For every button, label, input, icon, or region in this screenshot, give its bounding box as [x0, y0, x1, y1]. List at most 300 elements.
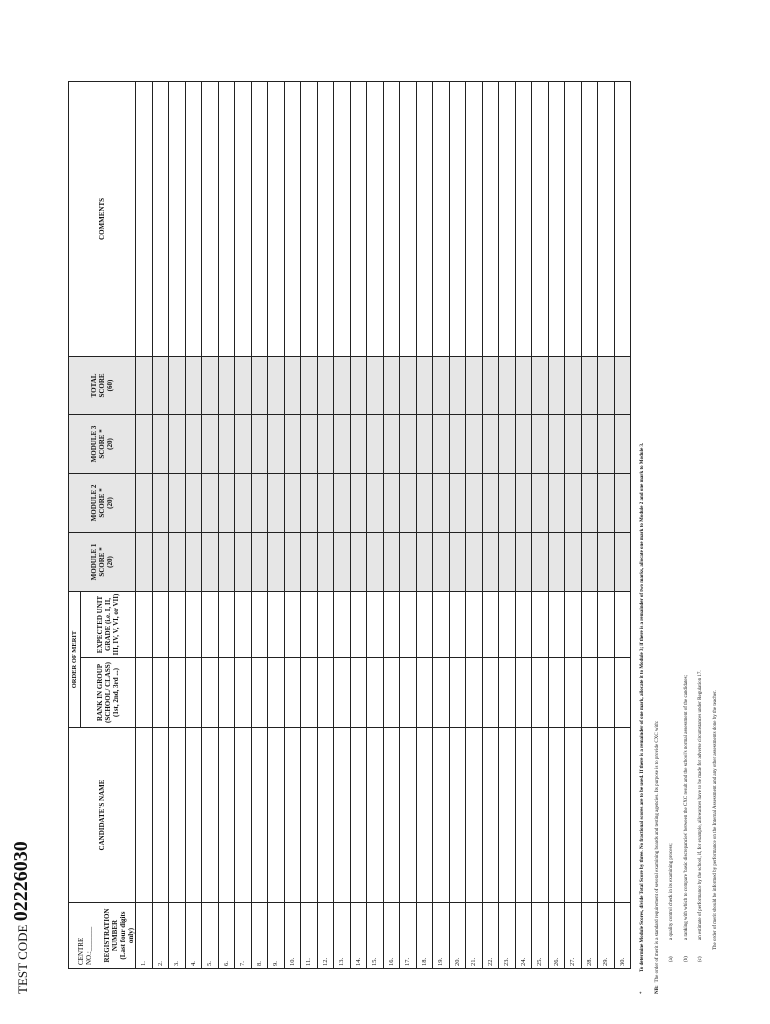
name-cell[interactable]	[499, 728, 516, 903]
module3-cell[interactable]	[548, 414, 565, 473]
module1-cell[interactable]	[202, 532, 219, 591]
name-cell[interactable]	[185, 728, 202, 903]
module3-cell[interactable]	[383, 414, 400, 473]
module1-cell[interactable]	[317, 532, 334, 591]
name-cell[interactable]	[614, 728, 631, 903]
module1-cell[interactable]	[614, 532, 631, 591]
expected-grade-cell[interactable]	[136, 591, 153, 657]
expected-grade-cell[interactable]	[268, 591, 285, 657]
module3-cell[interactable]	[449, 414, 466, 473]
expected-grade-header: EXPECTED UNIT GRADE (i.e. I, II, III, IV, V, VI, or VII)	[81, 591, 136, 657]
expected-grade-cell[interactable]	[317, 591, 334, 657]
total-cell[interactable]	[218, 356, 235, 414]
module3-cell[interactable]	[334, 414, 351, 473]
table-row	[251, 81, 268, 968]
module2-header: MODULE 2 SCORE * (20)	[69, 473, 136, 532]
footnote: *To determine Module Scores, divide Total Score by three. No fractional scores are to be used. If there is a remainder of one mark, allocate it to Module 3; if there is a remainder of two marks, allocate one mark to Module 2 and one mark to Module 3.	[640, 442, 645, 994]
name-cell[interactable]	[548, 728, 565, 903]
module3-cell[interactable]	[317, 414, 334, 473]
module3-cell[interactable]	[136, 414, 153, 473]
expected-grade-cell[interactable]	[301, 591, 318, 657]
module1-cell[interactable]	[400, 532, 417, 591]
row-number: 27.	[565, 903, 582, 969]
module3-cell[interactable]	[598, 414, 615, 473]
name-cell[interactable]	[152, 728, 169, 903]
total-cell[interactable]	[136, 356, 153, 414]
name-cell[interactable]	[565, 728, 582, 903]
module1-cell[interactable]	[499, 532, 516, 591]
expected-grade-cell[interactable]	[466, 591, 483, 657]
expected-grade-cell[interactable]	[614, 591, 631, 657]
module1-cell[interactable]	[416, 532, 433, 591]
table-row	[515, 81, 532, 968]
row-number: 25.	[532, 903, 549, 969]
total-cell[interactable]	[169, 356, 186, 414]
expected-grade-cell[interactable]	[499, 591, 516, 657]
expected-grade-cell[interactable]	[515, 591, 532, 657]
total-cell[interactable]	[466, 356, 483, 414]
module1-cell[interactable]	[185, 532, 202, 591]
module3-header: MODULE 3 SCORE * (20)	[69, 414, 136, 473]
rank-cell[interactable]	[218, 658, 235, 728]
rank-cell[interactable]	[614, 658, 631, 728]
total-cell[interactable]	[614, 356, 631, 414]
module2-cell[interactable]	[532, 473, 549, 532]
module2-cell[interactable]	[598, 473, 615, 532]
module1-cell[interactable]	[565, 532, 582, 591]
module3-cell[interactable]	[400, 414, 417, 473]
module2-cell[interactable]	[449, 473, 466, 532]
row-number: 1.	[136, 903, 153, 969]
comments-cell[interactable]	[169, 81, 186, 356]
expected-grade-cell[interactable]	[235, 591, 252, 657]
comments-cell[interactable]	[532, 81, 549, 356]
table-row	[433, 81, 450, 968]
module3-cell[interactable]	[268, 414, 285, 473]
total-cell[interactable]	[235, 356, 252, 414]
expected-grade-cell[interactable]	[251, 591, 268, 657]
expected-grade-cell[interactable]	[400, 591, 417, 657]
module3-cell[interactable]	[367, 414, 384, 473]
nb-item-b: (b)a ranking with which to compare 'basic discrepancies' between the CXC result and the school's normal assessment of the candidates;	[683, 675, 689, 962]
rank-cell[interactable]	[284, 658, 301, 728]
name-cell[interactable]	[136, 728, 153, 903]
module2-cell[interactable]	[499, 473, 516, 532]
module1-cell[interactable]	[235, 532, 252, 591]
total-cell[interactable]	[581, 356, 598, 414]
total-cell[interactable]	[350, 356, 367, 414]
rank-cell[interactable]	[532, 658, 549, 728]
name-cell[interactable]	[367, 728, 384, 903]
comments-cell[interactable]	[136, 81, 153, 356]
expected-grade-cell[interactable]	[218, 591, 235, 657]
total-cell[interactable]	[565, 356, 582, 414]
name-cell[interactable]	[251, 728, 268, 903]
name-cell[interactable]	[268, 728, 285, 903]
module1-cell[interactable]	[301, 532, 318, 591]
table-row	[185, 81, 202, 968]
expected-grade-cell[interactable]	[532, 591, 549, 657]
name-cell[interactable]	[449, 728, 466, 903]
table-row	[152, 81, 169, 968]
module1-cell[interactable]	[334, 532, 351, 591]
row-number: 16.	[383, 903, 400, 969]
comments-cell[interactable]	[449, 81, 466, 356]
module1-cell[interactable]	[218, 532, 235, 591]
module2-cell[interactable]	[581, 473, 598, 532]
rank-cell[interactable]	[367, 658, 384, 728]
name-cell[interactable]	[466, 728, 483, 903]
rank-cell[interactable]	[598, 658, 615, 728]
module1-cell[interactable]	[251, 532, 268, 591]
module2-cell[interactable]	[383, 473, 400, 532]
module3-cell[interactable]	[515, 414, 532, 473]
comments-cell[interactable]	[185, 81, 202, 356]
module3-cell[interactable]	[152, 414, 169, 473]
module3-cell[interactable]	[482, 414, 499, 473]
comments-cell[interactable]	[598, 81, 615, 356]
comments-cell[interactable]	[482, 81, 499, 356]
expected-grade-cell[interactable]	[565, 591, 582, 657]
total-cell[interactable]	[268, 356, 285, 414]
total-cell[interactable]	[482, 356, 499, 414]
total-cell[interactable]	[367, 356, 384, 414]
table-row	[565, 81, 582, 968]
rank-cell[interactable]	[350, 658, 367, 728]
name-cell[interactable]	[169, 728, 186, 903]
comments-cell[interactable]	[152, 81, 169, 356]
expected-grade-cell[interactable]	[482, 591, 499, 657]
name-cell[interactable]	[532, 728, 549, 903]
rank-cell[interactable]	[449, 658, 466, 728]
expected-grade-cell[interactable]	[169, 591, 186, 657]
comments-cell[interactable]	[251, 81, 268, 356]
comments-cell[interactable]	[499, 81, 516, 356]
footnote-text: To determine Module Scores, divide Total Score by three. No fractional scores are to be used. If there is a remainder of one mark, allocate it to Module 3; if there is a remainder of two marks, allocate one mark to Module 2 and one mark to Module 3.	[640, 442, 645, 972]
expected-grade-cell[interactable]	[581, 591, 598, 657]
expected-grade-cell[interactable]	[383, 591, 400, 657]
name-cell[interactable]	[515, 728, 532, 903]
row-number: 12.	[317, 903, 334, 969]
module2-cell[interactable]	[334, 473, 351, 532]
name-cell[interactable]	[400, 728, 417, 903]
row-number: 21.	[466, 903, 483, 969]
module1-cell[interactable]	[268, 532, 285, 591]
name-cell[interactable]	[334, 728, 351, 903]
comments-cell[interactable]	[268, 81, 285, 356]
rank-cell[interactable]	[499, 658, 516, 728]
comments-cell[interactable]	[614, 81, 631, 356]
module2-cell[interactable]	[284, 473, 301, 532]
comments-cell[interactable]	[317, 81, 334, 356]
module3-cell[interactable]	[202, 414, 219, 473]
module2-cell[interactable]	[548, 473, 565, 532]
comments-cell[interactable]	[367, 81, 384, 356]
total-cell[interactable]	[301, 356, 318, 414]
expected-grade-cell[interactable]	[433, 591, 450, 657]
row-number: 17.	[400, 903, 417, 969]
module1-cell[interactable]	[581, 532, 598, 591]
module2-cell[interactable]	[466, 473, 483, 532]
module2-cell[interactable]	[268, 473, 285, 532]
row-number: 3.	[169, 903, 186, 969]
table-row	[499, 81, 516, 968]
order-of-merit-header: ORDER OF MERIT	[69, 591, 81, 727]
module2-cell[interactable]	[416, 473, 433, 532]
rank-cell[interactable]	[152, 658, 169, 728]
module2-cell[interactable]	[218, 473, 235, 532]
table-row	[482, 81, 499, 968]
test-code-label: TEST CODE	[15, 924, 30, 994]
module3-cell[interactable]	[433, 414, 450, 473]
module3-cell[interactable]	[251, 414, 268, 473]
table-row	[532, 81, 549, 968]
table-row	[202, 81, 219, 968]
rank-cell[interactable]	[317, 658, 334, 728]
module3-cell[interactable]	[301, 414, 318, 473]
total-cell[interactable]	[598, 356, 615, 414]
expected-grade-cell[interactable]	[367, 591, 384, 657]
total-cell[interactable]	[202, 356, 219, 414]
module3-cell[interactable]	[350, 414, 367, 473]
module1-header: MODULE 1 SCORE * (20)	[69, 532, 136, 591]
module2-cell[interactable]	[317, 473, 334, 532]
module1-cell[interactable]	[367, 532, 384, 591]
comments-cell[interactable]	[416, 81, 433, 356]
row-number: 2.	[152, 903, 169, 969]
table-row	[598, 81, 615, 968]
table-row	[235, 81, 252, 968]
row-number: 30.	[614, 903, 631, 969]
expected-grade-cell[interactable]	[350, 591, 367, 657]
row-number: 20.	[449, 903, 466, 969]
module1-cell[interactable]	[598, 532, 615, 591]
total-cell[interactable]	[251, 356, 268, 414]
module2-cell[interactable]	[185, 473, 202, 532]
table-row	[350, 81, 367, 968]
test-code	[10, 841, 33, 994]
module1-cell[interactable]	[350, 532, 367, 591]
module3-cell[interactable]	[218, 414, 235, 473]
module1-cell[interactable]	[548, 532, 565, 591]
module3-cell[interactable]	[169, 414, 186, 473]
module1-cell[interactable]	[136, 532, 153, 591]
module2-cell[interactable]	[301, 473, 318, 532]
nb-closing: The order of merit should be informed by performance on the Internal Assessment and any other assessments done by the teacher.	[712, 690, 718, 950]
module2-cell[interactable]	[515, 473, 532, 532]
comments-header: COMMENTS	[69, 81, 136, 356]
row-number: 18.	[416, 903, 433, 969]
rank-cell[interactable]	[383, 658, 400, 728]
rank-cell[interactable]	[515, 658, 532, 728]
total-cell[interactable]	[334, 356, 351, 414]
table-row	[136, 81, 153, 968]
total-cell[interactable]	[185, 356, 202, 414]
row-number: 22.	[482, 903, 499, 969]
table-row	[367, 81, 384, 968]
rank-cell[interactable]	[416, 658, 433, 728]
rank-cell[interactable]	[235, 658, 252, 728]
name-cell[interactable]	[218, 728, 235, 903]
expected-grade-cell[interactable]	[185, 591, 202, 657]
comments-cell[interactable]	[235, 81, 252, 356]
module1-cell[interactable]	[152, 532, 169, 591]
comments-cell[interactable]	[202, 81, 219, 356]
rank-cell[interactable]	[482, 658, 499, 728]
comments-cell[interactable]	[218, 81, 235, 356]
module2-cell[interactable]	[152, 473, 169, 532]
table-row	[466, 81, 483, 968]
expected-grade-cell[interactable]	[334, 591, 351, 657]
total-cell[interactable]	[433, 356, 450, 414]
expected-grade-cell[interactable]	[416, 591, 433, 657]
module2-cell[interactable]	[251, 473, 268, 532]
module2-cell[interactable]	[202, 473, 219, 532]
comments-cell[interactable]	[383, 81, 400, 356]
module1-cell[interactable]	[482, 532, 499, 591]
module3-cell[interactable]	[499, 414, 516, 473]
rank-cell[interactable]	[548, 658, 565, 728]
expected-grade-cell[interactable]	[202, 591, 219, 657]
rank-cell[interactable]	[565, 658, 582, 728]
row-number: 26.	[548, 903, 565, 969]
expected-grade-cell[interactable]	[548, 591, 565, 657]
table-row	[268, 81, 285, 968]
row-number: 7.	[235, 903, 252, 969]
expected-grade-cell[interactable]	[152, 591, 169, 657]
name-cell[interactable]	[581, 728, 598, 903]
module1-cell[interactable]	[284, 532, 301, 591]
module1-cell[interactable]	[383, 532, 400, 591]
total-cell[interactable]	[284, 356, 301, 414]
nb-item-a: (a)a quality control check in its examining process;	[669, 843, 674, 962]
row-number: 14.	[350, 903, 367, 969]
comments-cell[interactable]	[284, 81, 301, 356]
comments-cell[interactable]	[400, 81, 417, 356]
module1-cell[interactable]	[532, 532, 549, 591]
name-cell[interactable]	[235, 728, 252, 903]
name-cell[interactable]	[482, 728, 499, 903]
module2-cell[interactable]	[400, 473, 417, 532]
name-cell[interactable]	[416, 728, 433, 903]
nb-intro: NB:The order of merit is a standard requirement of several examining boards and testing agencies. Its purpose is to provide CXC with:	[654, 720, 660, 994]
comments-cell[interactable]	[301, 81, 318, 356]
table-body	[136, 81, 631, 968]
comments-cell[interactable]	[334, 81, 351, 356]
table-row	[284, 81, 301, 968]
rank-cell[interactable]	[169, 658, 186, 728]
name-cell[interactable]	[284, 728, 301, 903]
rank-cell[interactable]	[334, 658, 351, 728]
module3-cell[interactable]	[565, 414, 582, 473]
comments-cell[interactable]	[433, 81, 450, 356]
rank-cell[interactable]	[581, 658, 598, 728]
rank-cell[interactable]	[251, 658, 268, 728]
module1-cell[interactable]	[433, 532, 450, 591]
total-cell[interactable]	[317, 356, 334, 414]
total-cell[interactable]	[416, 356, 433, 414]
comments-cell[interactable]	[581, 81, 598, 356]
comments-cell[interactable]	[350, 81, 367, 356]
rank-cell[interactable]	[466, 658, 483, 728]
total-cell[interactable]	[515, 356, 532, 414]
expected-grade-cell[interactable]	[284, 591, 301, 657]
total-cell[interactable]	[532, 356, 549, 414]
table-row	[383, 81, 400, 968]
module2-cell[interactable]	[235, 473, 252, 532]
rank-cell[interactable]	[268, 658, 285, 728]
rank-cell[interactable]	[400, 658, 417, 728]
name-cell[interactable]	[350, 728, 367, 903]
module1-cell[interactable]	[449, 532, 466, 591]
name-cell[interactable]	[301, 728, 318, 903]
table-row	[416, 81, 433, 968]
test-code-value: 02226030	[10, 841, 32, 922]
rank-cell[interactable]	[433, 658, 450, 728]
name-cell[interactable]	[202, 728, 219, 903]
module2-cell[interactable]	[367, 473, 384, 532]
total-cell[interactable]	[383, 356, 400, 414]
expected-grade-cell[interactable]	[598, 591, 615, 657]
module2-cell[interactable]	[482, 473, 499, 532]
module1-cell[interactable]	[466, 532, 483, 591]
module2-cell[interactable]	[350, 473, 367, 532]
rank-cell[interactable]	[136, 658, 153, 728]
row-number: 28.	[581, 903, 598, 969]
name-cell[interactable]	[598, 728, 615, 903]
module2-cell[interactable]	[136, 473, 153, 532]
module2-cell[interactable]	[565, 473, 582, 532]
row-number: 29.	[598, 903, 615, 969]
module1-cell[interactable]	[515, 532, 532, 591]
module3-cell[interactable]	[466, 414, 483, 473]
module1-cell[interactable]	[169, 532, 186, 591]
total-cell[interactable]	[400, 356, 417, 414]
name-cell[interactable]	[433, 728, 450, 903]
comments-cell[interactable]	[515, 81, 532, 356]
name-cell[interactable]	[383, 728, 400, 903]
rank-cell[interactable]	[202, 658, 219, 728]
module3-cell[interactable]	[532, 414, 549, 473]
centre-number-label: CENTRE NO.:_______	[77, 926, 94, 965]
module2-cell[interactable]	[614, 473, 631, 532]
module3-cell[interactable]	[614, 414, 631, 473]
module3-cell[interactable]	[581, 414, 598, 473]
comments-cell[interactable]	[565, 81, 582, 356]
module3-cell[interactable]	[284, 414, 301, 473]
row-number: 6.	[218, 903, 235, 969]
table-row	[169, 81, 186, 968]
row-number: 15.	[367, 903, 384, 969]
expected-grade-cell[interactable]	[449, 591, 466, 657]
module3-cell[interactable]	[235, 414, 252, 473]
module2-cell[interactable]	[433, 473, 450, 532]
row-number: 5.	[202, 903, 219, 969]
total-cell[interactable]	[152, 356, 169, 414]
total-cell[interactable]	[499, 356, 516, 414]
comments-cell[interactable]	[548, 81, 565, 356]
comments-cell[interactable]	[466, 81, 483, 356]
total-cell[interactable]	[449, 356, 466, 414]
module3-cell[interactable]	[416, 414, 433, 473]
name-cell[interactable]	[317, 728, 334, 903]
total-cell[interactable]	[548, 356, 565, 414]
rank-cell[interactable]	[185, 658, 202, 728]
rank-cell[interactable]	[301, 658, 318, 728]
module3-cell[interactable]	[185, 414, 202, 473]
module2-cell[interactable]	[169, 473, 186, 532]
row-number: 8.	[251, 903, 268, 969]
